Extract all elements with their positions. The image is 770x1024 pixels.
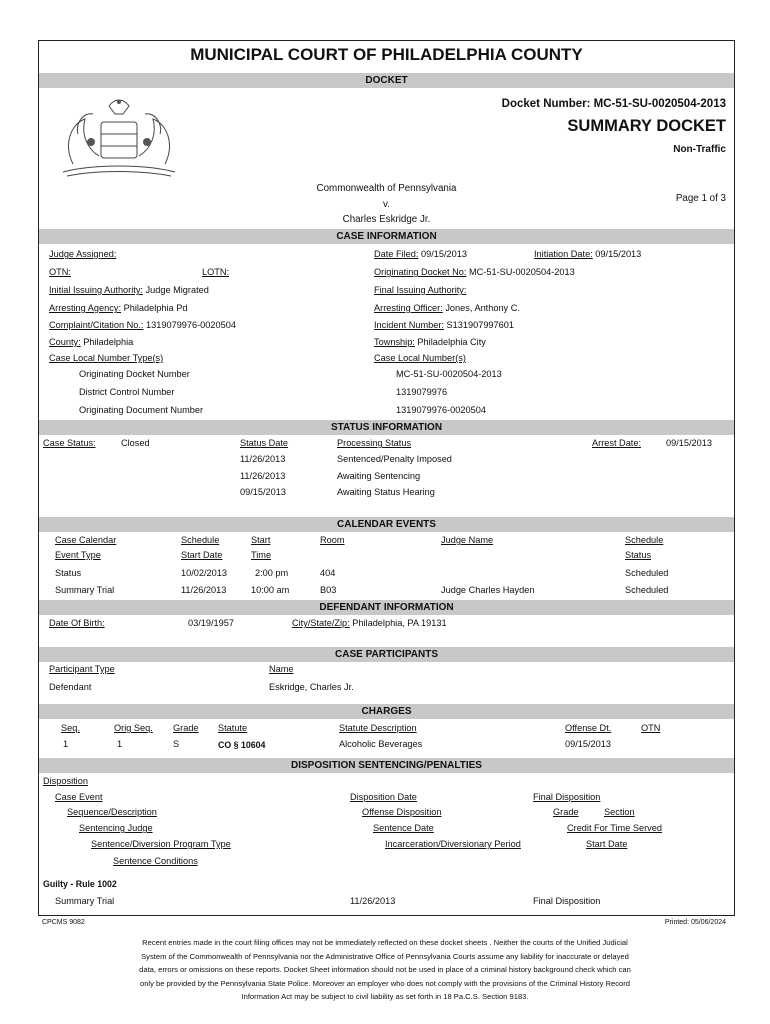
disclaimer-line: Information Act may be subject to civil liability as set forth in 18 Pa.C.S. Section 9183. bbox=[241, 992, 529, 1002]
calendar-status: Scheduled bbox=[625, 585, 669, 595]
originating-docket-row bbox=[374, 267, 575, 277]
processing-status: Awaiting Sentencing bbox=[337, 471, 421, 481]
arrest-date-value: 09/15/2013 bbox=[666, 438, 712, 448]
local-number: MC-51-SU-0020504-2013 bbox=[396, 369, 502, 379]
disposition-event-final: Final Disposition bbox=[533, 896, 601, 906]
judge-assigned-label: Judge Assigned: bbox=[49, 249, 117, 259]
final-issuing-authority-label: Final Issuing Authority: bbox=[374, 285, 467, 295]
initial-issuing-authority-value: Judge Migrated bbox=[145, 285, 209, 295]
case-status-value: Closed bbox=[121, 438, 150, 448]
charge-grade-header: Grade bbox=[173, 723, 199, 733]
county-label: County: bbox=[49, 337, 81, 347]
calendar-room: B03 bbox=[320, 585, 337, 595]
summary-docket-title: SUMMARY DOCKET bbox=[567, 117, 726, 135]
citation-value: 1319079976-0020504 bbox=[146, 320, 236, 330]
disposition-date-header: Disposition Date bbox=[350, 792, 417, 802]
calendar-date: 10/02/2013 bbox=[181, 568, 227, 578]
calendar-judge: Judge Charles Hayden bbox=[441, 585, 535, 595]
citation-label: Complaint/Citation No.: bbox=[49, 320, 144, 330]
dob-value: 03/19/1957 bbox=[188, 618, 234, 628]
status-information-bar: STATUS INFORMATION bbox=[39, 420, 734, 435]
participant-name: Eskridge, Charles Jr. bbox=[269, 682, 354, 692]
calendar-status-header: Status bbox=[625, 550, 652, 560]
initial-issuing-authority-label: Initial Issuing Authority: bbox=[49, 285, 143, 295]
initiation-date-row bbox=[534, 249, 641, 259]
charge-seq-header: Seq. bbox=[61, 723, 80, 733]
local-type: Originating Docket Number bbox=[79, 369, 190, 379]
arresting-officer-row bbox=[374, 303, 520, 313]
charge-otn-header: OTN bbox=[641, 723, 661, 733]
arresting-officer-label: Arresting Officer: bbox=[374, 303, 443, 313]
start-date-header: Start Date bbox=[586, 839, 628, 849]
defendant-information-bar: DEFENDANT INFORMATION bbox=[39, 600, 734, 615]
charge-statute: CO § 10604 bbox=[218, 740, 266, 750]
disclaimer-line: only be provided by the Pennsylvania State Police. Moreover an employer who does not comply with the provisions of the Criminal History Record bbox=[139, 978, 631, 988]
county-value: Philadelphia bbox=[83, 337, 134, 347]
case-event-header: Case Event bbox=[55, 792, 103, 802]
guilty-rule: Guilty - Rule 1002 bbox=[43, 879, 117, 889]
incident-label: Incident Number: bbox=[374, 320, 444, 330]
disposition-event: Summary Trial bbox=[55, 896, 115, 906]
otn-label: OTN: bbox=[49, 267, 71, 277]
city-state-zip-value: Philadelphia, PA 19131 bbox=[352, 618, 447, 628]
local-number: 1319079976-0020504 bbox=[396, 405, 486, 415]
disclaimer-line: data, errors or omissions on these reports. Docket Sheet information should not be used in place of a criminal history background check which can bbox=[139, 965, 631, 975]
processing-status: Awaiting Status Hearing bbox=[337, 487, 435, 497]
disclaimer-line: Recent entries made in the court filing offices may not be immediately reflected on these docket sheets . Neither the courts of the Unified Judicial bbox=[142, 938, 628, 947]
initiation-date-value: 09/15/2013 bbox=[595, 249, 642, 259]
status-date: 09/15/2013 bbox=[240, 487, 286, 497]
disposition-header: Disposition bbox=[43, 776, 88, 786]
processing-status: Sentenced/Penalty Imposed bbox=[337, 454, 452, 464]
sequence-description-header: Sequence/Description bbox=[67, 807, 157, 817]
calendar-time: 2:00 pm bbox=[255, 568, 289, 578]
final-disposition-header: Final Disposition bbox=[533, 792, 601, 802]
docket-bar: DOCKET bbox=[39, 73, 734, 88]
calendar-room-header: Room bbox=[320, 535, 345, 545]
charge-grade: S bbox=[173, 739, 180, 749]
page-count: Page 1 of 3 bbox=[675, 193, 726, 204]
disposition-bar: DISPOSITION SENTENCING/PENALTIES bbox=[39, 758, 734, 773]
status-date: 11/26/2013 bbox=[240, 454, 286, 464]
calendar-date-header: Start Date bbox=[181, 550, 223, 560]
charge-seq: 1 bbox=[63, 739, 69, 749]
participant-name-label: Name bbox=[269, 664, 294, 674]
charge-orig-seq-header: Orig Seq. bbox=[114, 723, 153, 733]
county-row bbox=[49, 337, 133, 347]
local-type: Originating Document Number bbox=[79, 405, 204, 415]
charge-offense-date-header: Offense Dt. bbox=[565, 723, 612, 733]
sentencing-judge-header: Sentencing Judge bbox=[79, 823, 153, 833]
caption-versus: v. bbox=[383, 199, 390, 210]
citation-row bbox=[49, 320, 236, 330]
calendar-time-header: Start bbox=[251, 535, 271, 545]
sentence-conditions-header: Sentence Conditions bbox=[113, 856, 198, 866]
calendar-events-bar: CALENDAR EVENTS bbox=[39, 517, 734, 532]
calendar-event-header: Case Calendar bbox=[55, 535, 117, 545]
charge-orig-seq: 1 bbox=[117, 739, 123, 749]
local-type: District Control Number bbox=[79, 387, 175, 397]
charge-description-header: Statute Description bbox=[339, 723, 417, 733]
calendar-date-header: Schedule bbox=[181, 535, 220, 545]
date-filed-row bbox=[374, 249, 467, 259]
disposition-event-date: 11/26/2013 bbox=[350, 896, 396, 906]
arresting-officer-value: Jones, Anthony C. bbox=[445, 303, 520, 313]
printed-date: Printed: 05/06/2024 bbox=[664, 919, 726, 926]
calendar-judge-header: Judge Name bbox=[441, 535, 494, 545]
docket-number: Docket Number: MC-51-SU-0020504-2013 bbox=[501, 98, 726, 110]
calendar-status: Scheduled bbox=[625, 568, 669, 578]
credit-time-served-header: Credit For Time Served bbox=[567, 823, 662, 833]
local-number: 1319079976 bbox=[396, 387, 448, 397]
offense-disposition-header: Offense Disposition bbox=[362, 807, 442, 817]
lotn-label: LOTN: bbox=[202, 267, 230, 277]
case-status-label: Case Status: bbox=[43, 438, 96, 448]
calendar-status-header: Schedule bbox=[625, 535, 664, 545]
calendar-event-header: Event Type bbox=[55, 550, 101, 560]
date-filed-label: Date Filed: bbox=[374, 249, 419, 259]
form-number: CPCMS 9082 bbox=[42, 919, 85, 926]
charge-description: Alcoholic Beverages bbox=[339, 739, 423, 749]
status-date: 11/26/2013 bbox=[240, 471, 286, 481]
calendar-time: 10:00 am bbox=[251, 585, 290, 595]
local-number-types-label: Case Local Number Type(s) bbox=[49, 353, 164, 363]
calendar-room: 404 bbox=[320, 568, 336, 578]
disclaimer-line: System of the Commonwealth of Pennsylvania nor the Administrative Office of Pennsylvania Courts assume any liability for inaccurate or delayed bbox=[141, 951, 629, 961]
date-filed-value: 09/15/2013 bbox=[421, 249, 467, 259]
city-state-zip-label: City/State/Zip: bbox=[292, 618, 350, 628]
calendar-event: Status bbox=[55, 568, 82, 578]
dob-label: Date Of Birth: bbox=[49, 618, 105, 628]
incident-row bbox=[374, 320, 514, 330]
township-label: Township: bbox=[374, 337, 415, 347]
case-participants-bar: CASE PARTICIPANTS bbox=[39, 647, 734, 662]
case-information-bar: CASE INFORMATION bbox=[39, 229, 734, 244]
caption-line1: Commonwealth of Pennsylvania bbox=[316, 183, 457, 194]
charge-statute-header: Statute bbox=[218, 723, 248, 733]
participant-type-label: Participant Type bbox=[49, 664, 115, 674]
originating-docket-value: MC-51-SU-0020504-2013 bbox=[469, 267, 575, 277]
sentence-program-header: Sentence/Diversion Program Type bbox=[91, 839, 231, 849]
local-numbers-label: Case Local Number(s) bbox=[374, 353, 466, 363]
status-date-label: Status Date bbox=[240, 438, 289, 448]
caption-defendant: Charles Eskridge Jr. bbox=[342, 214, 431, 225]
city-state-zip-row bbox=[292, 618, 447, 628]
grade-header: Grade bbox=[553, 807, 579, 817]
disclaimer bbox=[70, 936, 700, 1004]
incarceration-period-header: Incarceration/Diversionary Period bbox=[385, 839, 521, 849]
processing-status-label: Processing Status bbox=[337, 438, 412, 448]
arresting-agency-value: Philadelphia Pd bbox=[123, 303, 188, 313]
originating-docket-label: Originating Docket No: bbox=[374, 267, 467, 277]
sentence-date-header: Sentence Date bbox=[373, 823, 434, 833]
case-type: Non-Traffic bbox=[673, 144, 726, 155]
arresting-agency-label: Arresting Agency: bbox=[49, 303, 122, 313]
section-header: Section bbox=[604, 807, 635, 817]
charges-bar: CHARGES bbox=[39, 704, 734, 719]
charge-offense-date: 09/15/2013 bbox=[565, 739, 611, 749]
initial-issuing-authority-row bbox=[49, 285, 209, 295]
calendar-time-header: Time bbox=[251, 550, 272, 560]
calendar-event: Summary Trial bbox=[55, 585, 115, 595]
incident-value: S131907997601 bbox=[446, 320, 514, 330]
township-row bbox=[374, 337, 486, 347]
arresting-agency-row bbox=[49, 303, 187, 313]
pennsylvania-seal-icon bbox=[53, 94, 185, 180]
township-value: Philadelphia City bbox=[417, 337, 486, 347]
arrest-date-label: Arrest Date: bbox=[592, 438, 642, 448]
initiation-date-label: Initiation Date: bbox=[534, 249, 593, 259]
calendar-date: 11/26/2013 bbox=[181, 585, 227, 595]
court-title: MUNICIPAL COURT OF PHILADELPHIA COUNTY bbox=[190, 45, 583, 64]
participant-type: Defendant bbox=[49, 682, 92, 692]
docket-page bbox=[38, 40, 735, 916]
